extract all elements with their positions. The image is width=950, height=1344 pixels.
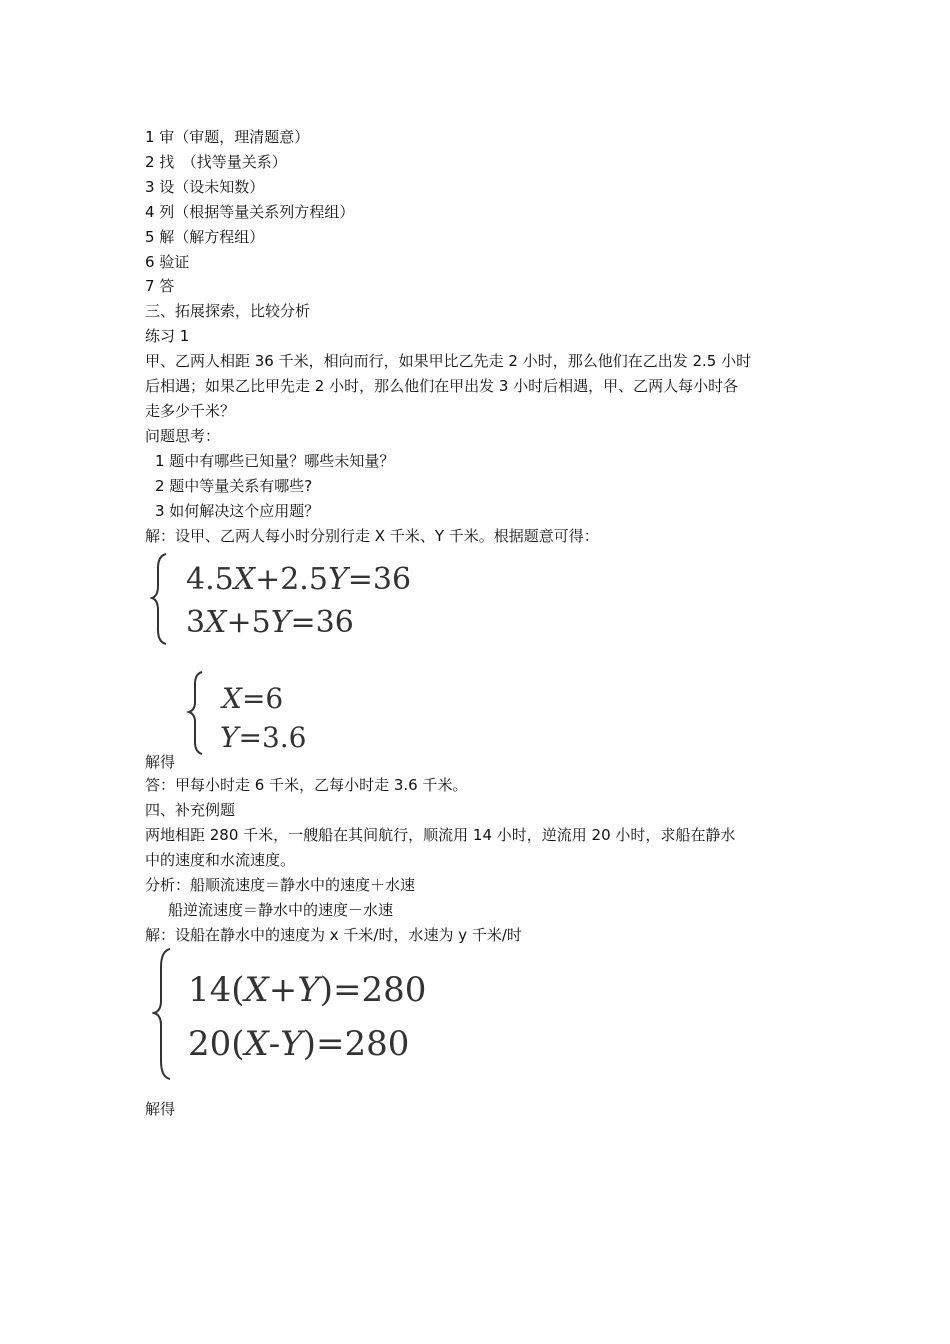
- left-brace: [152, 554, 166, 644]
- equation-system-2: [152, 945, 492, 1085]
- step-4: 4 列（根据等量关系列方程组）: [145, 203, 355, 221]
- step-6: 6 验证: [145, 253, 190, 271]
- svg-text:X=6: X=6: [222, 682, 284, 715]
- problem-2-line-1: 两地相距 280 千米，一艘船在其间航行，顺流用 14 小时，逆流用 20 小时，求船在静水: [145, 826, 736, 844]
- question-2: 2 题中等量关系有哪些?: [155, 477, 313, 495]
- left-brace: [154, 949, 170, 1079]
- thinking-title: 问题思考：: [145, 427, 221, 445]
- step-2: 2 找 （找等量关系）: [145, 153, 287, 171]
- section-4-title: 四、补充例题: [145, 801, 236, 819]
- solution-2-intro: 解：设船在静水中的速度为 x 千米/时，水速为 y 千米/时: [145, 926, 522, 944]
- problem-1-line-2: 后相遇；如果乙比甲先走 2 小时，那么他们在甲出发 3 小时后相遇，甲、乙两人每小时各: [145, 377, 739, 395]
- solved-label-1: 解得: [145, 753, 176, 771]
- problem-1-line-1: 甲、乙两人相距 36 千米，相向而行，如果甲比乙先走 2 小时，那么他们在乙出发 2.5 小时: [145, 352, 752, 370]
- svg-text:Y=3.6: Y=3.6: [220, 721, 307, 754]
- solution-1-intro: 解：设甲、乙两人每小时分别行走 X 千米、Y 千米。根据题意可得：: [145, 527, 599, 545]
- step-5: 5 解（解方程组）: [145, 228, 265, 246]
- question-1: 1 题中有哪些已知量？哪些未知量？: [155, 452, 395, 470]
- left-brace: [189, 672, 202, 754]
- step-7: 7 答: [145, 277, 175, 295]
- solved-label-2: 解得: [145, 1100, 176, 1118]
- answer-1: 答：甲每小时走 6 千米，乙每小时走 3.6 千米。: [145, 776, 468, 794]
- step-3: 3 设（设未知数）: [145, 178, 265, 196]
- svg-text:4.5X+2.5Y=36: 4.5X+2.5Y=36: [186, 562, 412, 597]
- question-3: 3 如何解决这个应用题？: [155, 502, 320, 520]
- analysis-line-1: 分析：船顺流速度＝静水中的速度＋水速: [145, 876, 416, 894]
- problem-1-line-3: 走多少千米？: [145, 402, 236, 420]
- problem-2-line-2: 中的速度和水流速度。: [145, 851, 296, 869]
- analysis-line-2: 船逆流速度＝静水中的速度－水速: [168, 901, 394, 919]
- section-3-title: 三、拓展探索，比较分析: [145, 302, 311, 320]
- svg-text:14(X+Y)=280: 14(X+Y)=280: [188, 970, 427, 1010]
- step-1: 1 审（审题，理清题意）: [145, 128, 310, 146]
- svg-text:20(X-Y)=280: 20(X-Y)=280: [188, 1024, 410, 1064]
- exercise-label: 练习 1: [145, 327, 190, 345]
- equation-result-1: [186, 668, 326, 758]
- equation-system-1: [150, 548, 470, 648]
- svg-text:3X+5Y=36: 3X+5Y=36: [186, 605, 354, 640]
